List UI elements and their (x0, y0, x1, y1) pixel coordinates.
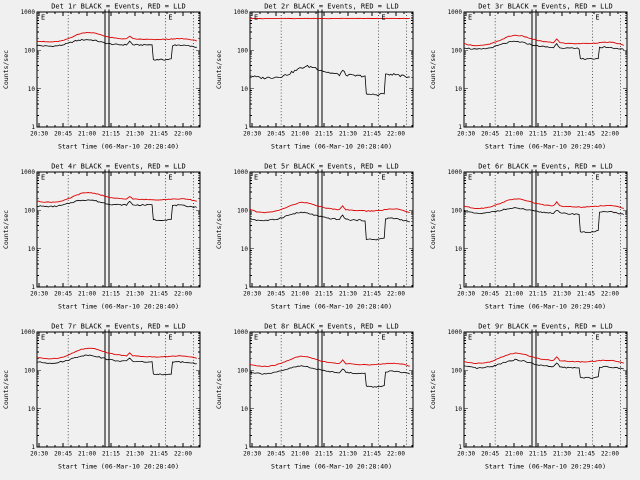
x-tick-label: 21:30 (552, 450, 571, 458)
eclipse-flag-label: E (594, 13, 600, 22)
panel-title: Det 7r BLACK = Events, RED = LLD (51, 322, 186, 331)
plot-area (427, 320, 640, 480)
events-curve (250, 366, 410, 388)
y-tick-label: 1 (244, 444, 249, 452)
lld-curve (464, 199, 624, 209)
y-tick-label: 1000 (20, 169, 35, 177)
eclipse-flag-label: E (40, 173, 46, 182)
x-tick-label: 21:15 (528, 130, 547, 138)
x-tick-label: 20:45 (480, 290, 499, 298)
eclipse-flag-label: E (254, 333, 259, 342)
events-curve (37, 39, 197, 60)
x-tick-label: 20:45 (54, 450, 73, 458)
y-tick-label: 10 (27, 405, 35, 413)
eclipse-flag-label: E (467, 173, 472, 182)
x-axis-ticks (252, 12, 412, 127)
y-tick-label: 100 (237, 47, 249, 55)
lld-curve (250, 202, 410, 213)
lld-curve (37, 348, 197, 359)
eclipse-flag-label: E (40, 13, 46, 22)
plot-area (213, 0, 426, 160)
x-tick-label: 21:15 (102, 450, 121, 458)
y-tick-label: 1 (31, 444, 35, 452)
x-axis-label: Start Time (06-Mar-10 20:29:40) (484, 302, 606, 311)
y-axis-ticks (250, 172, 413, 287)
x-axis-ticks (466, 12, 626, 127)
detector-panel (427, 320, 640, 480)
x-tick-label: 20:30 (30, 290, 49, 298)
x-tick-label: 21:45 (363, 450, 382, 458)
y-tick-label: 1000 (20, 329, 35, 337)
y-tick-label: 1000 (233, 9, 249, 17)
x-tick-label: 20:45 (480, 450, 499, 458)
y-tick-label: 10 (27, 85, 35, 93)
y-axis-ticks (37, 172, 200, 287)
plot-frame (250, 172, 413, 287)
x-tick-label: 20:45 (267, 290, 286, 298)
x-tick-label: 22:00 (600, 290, 619, 298)
y-tick-label: 100 (24, 367, 35, 375)
plot-frame (250, 332, 413, 447)
events-curve (250, 212, 410, 240)
panel-title: Det 2r BLACK = Events, RED = LLD (264, 2, 400, 11)
detector-panel (427, 0, 640, 160)
y-tick-label: 1 (458, 124, 462, 132)
x-axis-ticks (39, 332, 199, 447)
x-tick-label: 20:45 (54, 290, 73, 298)
y-axis-ticks (37, 332, 200, 447)
lld-curve (37, 32, 197, 41)
x-axis-ticks (466, 172, 626, 287)
x-tick-label: 21:45 (576, 290, 595, 298)
x-tick-label: 21:30 (339, 130, 358, 138)
x-tick-label: 22:00 (173, 130, 192, 138)
x-tick-label: 21:30 (552, 290, 571, 298)
x-axis-ticks (252, 172, 412, 287)
plot-frame (250, 12, 413, 127)
y-tick-label: 1000 (20, 9, 35, 17)
x-tick-label: 21:15 (102, 290, 121, 298)
eclipse-flag-label: E (467, 13, 472, 22)
x-tick-label: 21:15 (528, 450, 547, 458)
x-tick-label: 20:45 (267, 130, 286, 138)
plot-area (213, 160, 426, 320)
x-tick-label: 21:30 (552, 130, 571, 138)
y-tick-label: 1 (31, 124, 35, 132)
y-tick-label: 10 (454, 405, 462, 413)
panel-title: Det 3r BLACK = Events, RED = LLD (477, 2, 613, 11)
eclipse-flag-label: E (381, 333, 386, 342)
y-tick-label: 100 (24, 207, 35, 215)
eclipse-flag-label: E (594, 333, 600, 342)
x-tick-label: 22:00 (600, 130, 619, 138)
lld-curve (464, 353, 624, 364)
detector-panel (213, 0, 426, 160)
y-tick-label: 10 (241, 245, 249, 253)
plot-area (0, 320, 213, 480)
y-axis-label: Counts/sec (215, 369, 224, 410)
x-axis-label: Start Time (06-Mar-10 20:28:40) (271, 302, 393, 311)
y-axis-label: Counts/sec (1, 209, 10, 250)
y-tick-label: 1 (244, 124, 249, 132)
plot-frame (37, 12, 200, 127)
x-tick-label: 21:00 (78, 450, 97, 458)
x-axis-ticks (39, 172, 199, 287)
x-tick-label: 22:00 (600, 450, 619, 458)
y-tick-label: 100 (237, 367, 249, 375)
x-tick-label: 21:00 (291, 290, 310, 298)
x-tick-label: 22:00 (387, 130, 406, 138)
y-tick-label: 1000 (233, 169, 249, 177)
panel-title: Det 8r BLACK = Events, RED = LLD (264, 322, 400, 331)
x-tick-label: 21:00 (504, 290, 523, 298)
y-axis-label: Counts/sec (428, 49, 437, 90)
panel-title: Det 4r BLACK = Events, RED = LLD (51, 162, 186, 171)
x-tick-label: 21:30 (125, 290, 145, 298)
y-axis-ticks (464, 332, 627, 447)
y-tick-label: 100 (24, 47, 35, 55)
x-axis-label: Start Time (06-Mar-10 20:28:40) (57, 142, 180, 151)
x-tick-label: 22:00 (173, 290, 192, 298)
x-axis-ticks (466, 332, 626, 447)
lld-curve (464, 35, 624, 46)
x-tick-label: 20:30 (243, 130, 262, 138)
eclipse-flag-label: E (381, 13, 386, 22)
panel-title: Det 5r BLACK = Events, RED = LLD (264, 162, 400, 171)
y-axis-label: Counts/sec (215, 209, 224, 250)
x-tick-label: 21:45 (149, 130, 168, 138)
y-tick-label: 10 (454, 85, 462, 93)
y-axis-ticks (464, 12, 627, 127)
y-axis-label: Counts/sec (1, 49, 10, 90)
y-tick-label: 10 (241, 405, 249, 413)
x-tick-label: 20:30 (456, 130, 475, 138)
events-curve (464, 208, 624, 233)
y-tick-label: 1000 (447, 169, 462, 177)
x-tick-label: 22:00 (387, 290, 406, 298)
x-tick-label: 21:30 (125, 450, 145, 458)
x-tick-label: 21:15 (528, 290, 547, 298)
y-tick-label: 1000 (233, 329, 249, 337)
x-tick-label: 20:30 (456, 450, 475, 458)
x-tick-label: 20:30 (30, 130, 49, 138)
x-tick-label: 21:15 (102, 130, 121, 138)
eclipse-flag-label: E (40, 333, 46, 342)
x-tick-label: 21:00 (78, 130, 97, 138)
x-axis-label: Start Time (06-Mar-10 20:29:40) (484, 462, 606, 471)
x-axis-label: Start Time (06-Mar-10 20:29:40) (484, 142, 606, 151)
y-tick-label: 10 (454, 245, 462, 253)
y-tick-label: 10 (27, 245, 35, 253)
lld-curve (250, 356, 410, 367)
x-tick-label: 21:00 (291, 130, 310, 138)
y-tick-label: 1000 (447, 329, 462, 337)
x-tick-label: 20:45 (267, 450, 286, 458)
y-tick-label: 10 (241, 85, 249, 93)
y-tick-label: 1 (31, 284, 35, 292)
x-tick-label: 21:45 (576, 450, 595, 458)
x-axis-label: Start Time (06-Mar-10 20:28:40) (271, 142, 393, 151)
x-tick-label: 21:15 (315, 130, 334, 138)
x-tick-label: 21:45 (149, 450, 168, 458)
eclipse-flag-label: E (168, 13, 173, 22)
x-tick-label: 21:00 (504, 130, 523, 138)
x-tick-label: 22:00 (173, 450, 192, 458)
detector-panel (213, 320, 426, 480)
plot-frame (464, 12, 627, 127)
events-curve (37, 355, 197, 375)
y-tick-label: 1 (458, 444, 462, 452)
panel-title: Det 6r BLACK = Events, RED = LLD (477, 162, 613, 171)
x-tick-label: 20:45 (480, 130, 499, 138)
y-axis-label: Counts/sec (1, 369, 10, 410)
plot-area (427, 160, 640, 320)
events-curve (250, 65, 410, 95)
y-axis-label: Counts/sec (428, 369, 437, 410)
x-tick-label: 20:30 (243, 450, 262, 458)
x-tick-label: 22:00 (387, 450, 406, 458)
events-curve (37, 200, 197, 221)
plot-frame (464, 332, 627, 447)
plot-frame (37, 172, 200, 287)
detector-panel (427, 160, 640, 320)
detector-panel (0, 160, 213, 320)
x-tick-label: 21:30 (339, 290, 358, 298)
y-tick-label: 100 (237, 207, 249, 215)
x-axis-ticks (39, 12, 199, 127)
y-tick-label: 100 (450, 367, 462, 375)
x-tick-label: 21:15 (315, 290, 334, 298)
y-axis-ticks (250, 12, 413, 127)
eclipse-flag-label: E (168, 333, 173, 342)
eclipse-flag-label: E (381, 173, 386, 182)
x-tick-label: 21:45 (576, 130, 595, 138)
detector-panel (0, 320, 213, 480)
eclipse-flag-label: E (254, 173, 259, 182)
plot-area (427, 0, 640, 160)
x-tick-label: 20:30 (243, 290, 262, 298)
eclipse-flag-label: E (254, 13, 259, 22)
x-tick-label: 21:45 (363, 130, 382, 138)
eclipse-flag-label: E (168, 173, 173, 182)
y-axis-ticks (37, 12, 200, 127)
x-tick-label: 21:00 (504, 450, 523, 458)
x-tick-label: 21:30 (339, 450, 358, 458)
y-tick-label: 1000 (447, 9, 462, 17)
eclipse-flag-label: E (467, 333, 472, 342)
y-axis-ticks (464, 172, 627, 287)
x-tick-label: 20:45 (54, 130, 73, 138)
x-axis-label: Start Time (06-Mar-10 20:28:40) (57, 302, 180, 311)
x-tick-label: 21:30 (125, 130, 145, 138)
detector-panel (0, 0, 213, 160)
plot-frame (464, 172, 627, 287)
x-tick-label: 21:45 (363, 290, 382, 298)
x-axis-label: Start Time (06-Mar-10 20:28:40) (57, 462, 180, 471)
x-tick-label: 21:15 (315, 450, 334, 458)
plot-area (0, 160, 213, 320)
x-axis-ticks (252, 332, 412, 447)
plot-frame (37, 332, 200, 447)
x-tick-label: 20:30 (456, 290, 475, 298)
y-tick-label: 100 (450, 207, 462, 215)
y-tick-label: 1 (458, 284, 462, 292)
x-tick-label: 21:45 (149, 290, 168, 298)
y-axis-label: Counts/sec (428, 209, 437, 250)
detector-panel (213, 160, 426, 320)
x-tick-label: 21:00 (78, 290, 97, 298)
x-axis-label: Start Time (06-Mar-10 20:28:40) (271, 462, 393, 471)
y-tick-label: 100 (450, 47, 462, 55)
eclipse-flag-label: E (594, 173, 600, 182)
x-tick-label: 20:30 (30, 450, 49, 458)
plot-area (213, 320, 426, 480)
plot-area (0, 0, 213, 160)
y-axis-label: Counts/sec (215, 49, 224, 90)
panel-title: Det 1r BLACK = Events, RED = LLD (51, 2, 186, 11)
panel-title: Det 9r BLACK = Events, RED = LLD (477, 322, 613, 331)
lld-curve (37, 193, 197, 203)
y-axis-ticks (250, 332, 413, 447)
y-tick-label: 1 (244, 284, 249, 292)
x-tick-label: 21:00 (291, 450, 310, 458)
